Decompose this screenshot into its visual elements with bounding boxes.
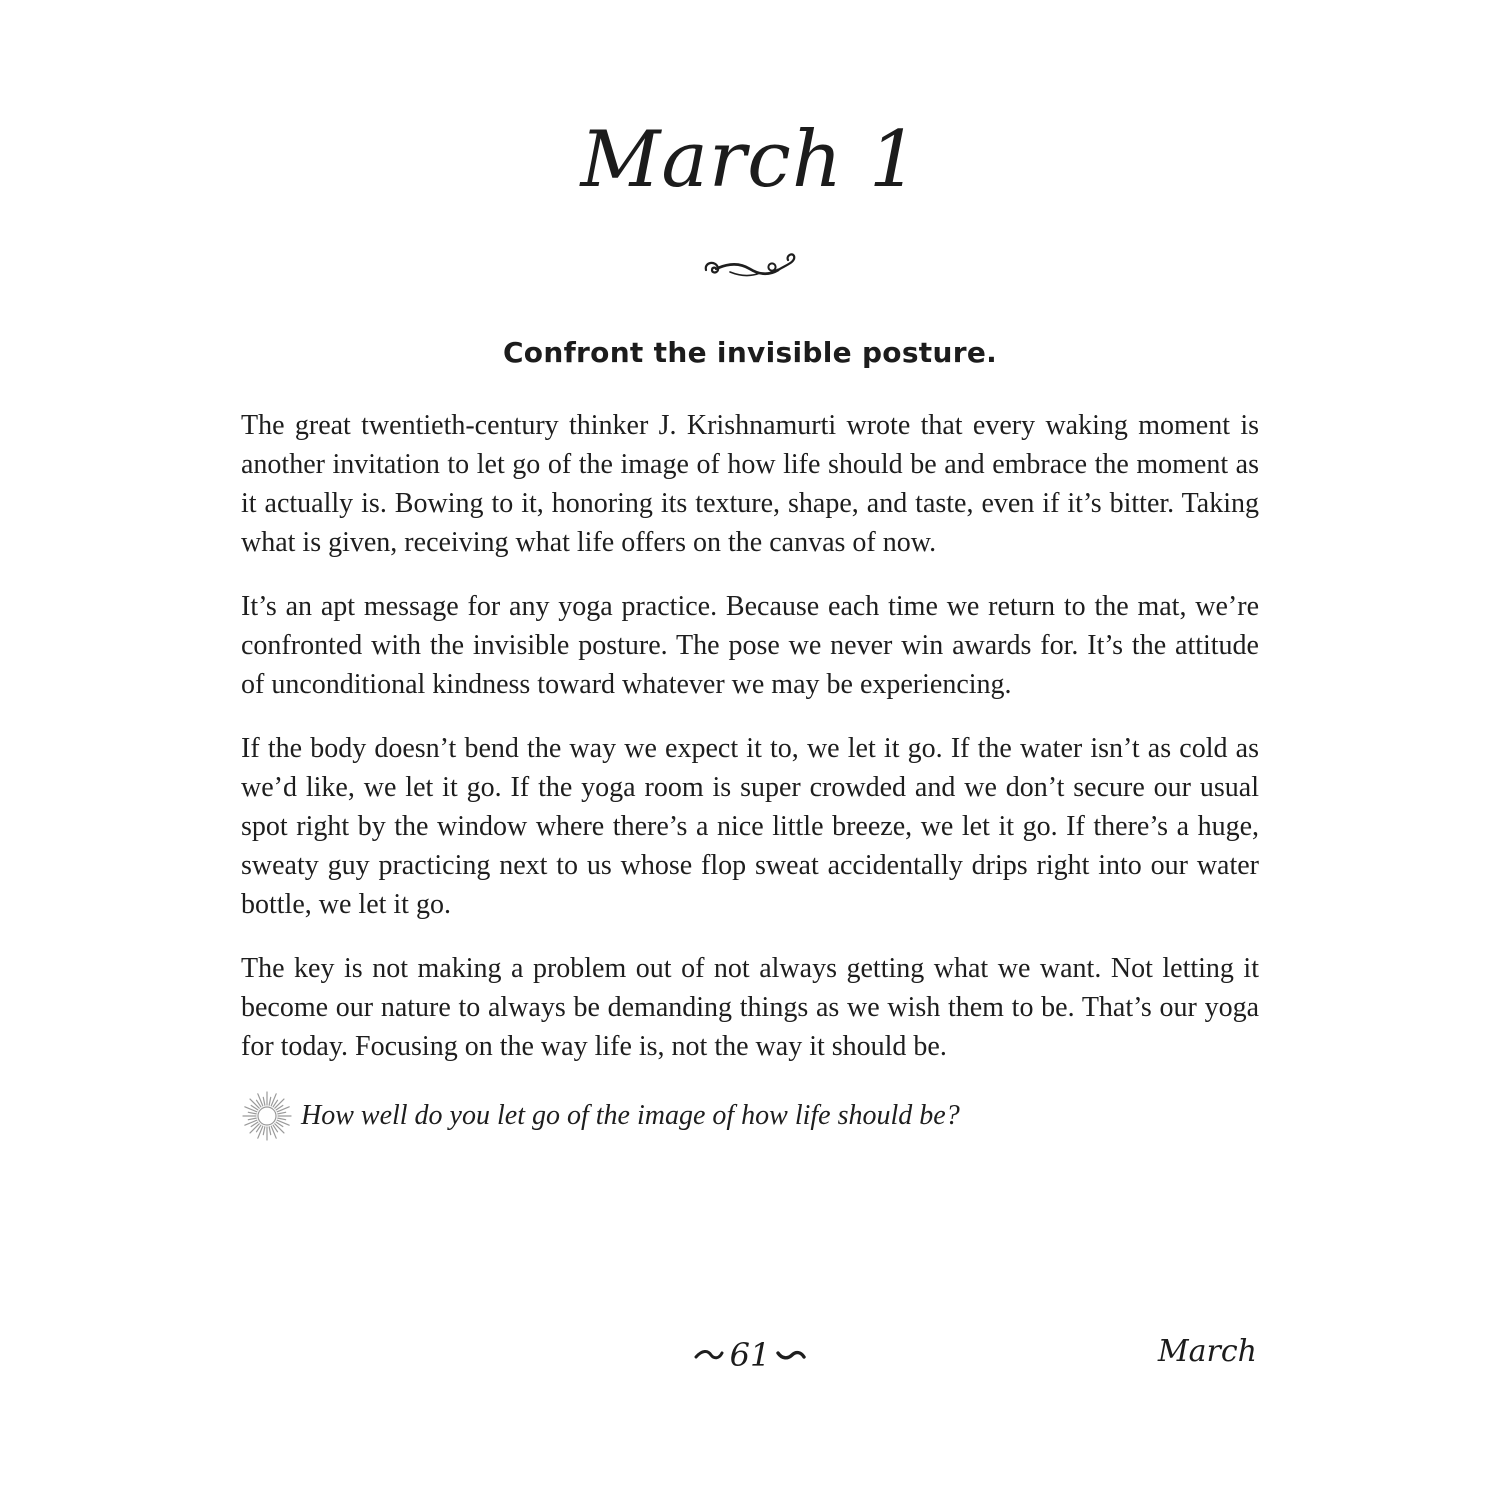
entry-body <box>241 406 1259 1091</box>
reflection-question: How well do you let go of the image of how life should be? <box>301 1100 960 1131</box>
tilde-left-icon <box>694 1348 724 1362</box>
paragraph: The key is not making a problem out of not always getting what we want. Not letting it become our nature to always be demanding things as we wish them to be. That’s our yoga for today. Focusing on the way life is, not the way it should be. <box>241 953 1259 1062</box>
scroll-flourish-icon <box>700 250 800 286</box>
tilde-right-icon <box>776 1348 806 1362</box>
paragraph: It’s an apt message for any yoga practice. Because each time we return to the mat, we’re confronted with the invisible posture. The pose we never win awards for. It’s the attitude of unconditional kindness toward whatever we may be experiencing. <box>241 591 1259 700</box>
page-title: March 1 <box>580 115 920 205</box>
entry-heading: Confront the invisible posture. <box>502 336 998 369</box>
page-number: 61 <box>729 1336 771 1374</box>
paragraph: The great twentieth-century thinker J. Krishnamurti wrote that every waking moment is another invitation to let go of the image of how life should be and embrace the moment as it actually is. Bowing to it, honoring its texture, shape, and taste, even if it’s bitter. Taking what is given, receiving what life offers on the canvas of now. <box>241 410 1259 558</box>
page-footer <box>0 1330 1500 1380</box>
sunburst-icon <box>241 1090 293 1142</box>
paragraph: If the body doesn’t bend the way we expect it to, we let it go. If the water isn’t as cold as we’d like, we let it go. If the yoga room is super crowded and we don’t secure our usual spot right by the window where there’s a nice little breeze, we let it go. If there’s a huge, sweaty guy practicing next to us whose flop sweat accidentally drips right into our water bottle, we let it go. <box>241 733 1259 920</box>
reflection-prompt <box>241 1090 1259 1142</box>
page-number-group <box>690 1330 810 1380</box>
running-head: March <box>1157 1334 1257 1369</box>
